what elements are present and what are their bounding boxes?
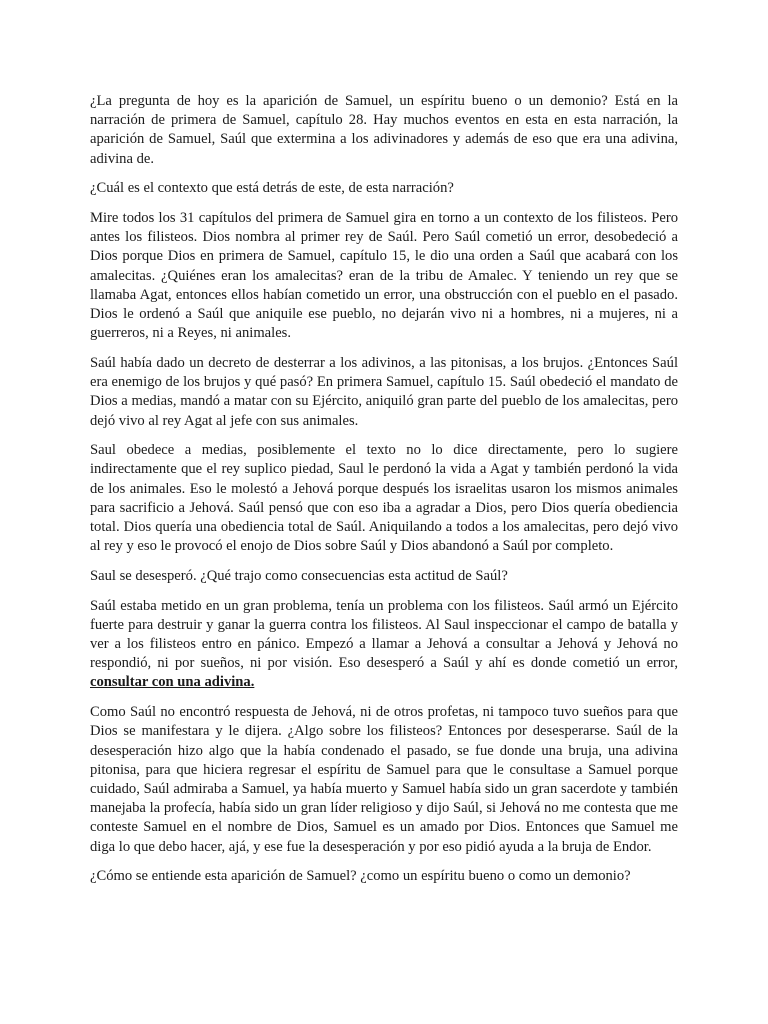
paragraph-4: Saúl había dado un decreto de desterrar a los adivinos, a las pitonisas, a los brujos. ¿Entonces Saúl era enemigo de los brujos y qué pasó? En primera Samuel, capítulo 15. Saúl obedeció el mandato de Dios a medias, mandó a matar con su Ejército, aniquiló gran parte del pueblo de los amalecitas, pero dejó vivo al rey Agat al jefe con sus animales. — [90, 354, 678, 429]
document-page — [90, 92, 678, 897]
paragraph-2: ¿Cuál es el contexto que está detrás de este, de esta narración? — [90, 180, 454, 197]
paragraph-8: Como Saúl no encontró respuesta de Jehová, ni de otros profetas, ni tampoco tuvo sueños para que Dios se manifestara y le dijera. ¿Algo sobre los filisteos? Entonces por desesperarse. Saúl de la desesperación hizo algo que la había condenado el pasado, se fue donde una bruja, una adivina pitonisa, para que hiciera regresar el espíritu de Samuel para que le consultase a Samuel porque cuidado, Saúl admiraba a Samuel, ya había muerto y Samuel había sido un gran sacerdote y también manejaba la profecía, había sido un gran líder religioso y dijo Saúl, si Jehová no me contesta que me conteste Samuel en el nombre de Dios, Samuel es un amado por Dios. Entonces que Samuel me diga lo que debo hacer, ajá, y ese fue la desesperación y por eso pidió ayuda a la bruja de Endor. — [90, 704, 678, 855]
paragraph-9: ¿Cómo se entiende esta aparición de Samuel? ¿como un espíritu bueno o como un demonio? — [90, 868, 631, 885]
paragraph-7-text: Saúl estaba metido en un gran problema, tenía un problema con los filisteos. Saúl armó un Ejército fuerte para destruir y ganar la guerra contra los filisteos. Al Saul inspeccionar el campo de batalla y ver a los filisteos entro en pánico. Empezó a llamar a Jehová a consultar a Jehová y Jehová no respondió, ni por sueños, ni por visión. Eso desesperó a Saúl y ahí es donde cometió un error, — [90, 597, 678, 672]
paragraph-7 — [90, 597, 678, 693]
paragraph-3: Mire todos los 31 capítulos del primera de Samuel gira en torno a un contexto de los filisteos. Pero antes los filisteos. Dios nombra al primer rey de Saúl. Pero Saúl cometió un error, desobedeció a Dios porque Dios en primera de Samuel, capítulo 15, le dio una orden a Saúl que acabará con los amalecitas. ¿Quiénes eran los amalecitas? eran de la tribu de Amalec. Y teniendo un rey que se llamaba Agat, entonces ellos habían cometido un error, una obstrucción con el pueblo en el pasado. Dios le ordenó a Saúl que aniquile ese pueblo, no dejarán vivo ni a hombres, ni a mujeres, ni a guerreros, ni a Reyes, ni animales. — [90, 210, 678, 342]
emphasized-phrase: consultar con una adivina. — [90, 674, 255, 691]
paragraph-1: ¿La pregunta de hoy es la aparición de Samuel, un espíritu bueno o un demonio? Está en la narración de primera de Samuel, capítulo 28. Hay muchos eventos en esta en esta narración, la aparición de Samuel, Saúl que extermina a los adivinadores y además de eso que era una adivina, adivina de. — [90, 93, 678, 167]
paragraph-5: Saul obedece a medias, posiblemente el texto no lo dice directamente, pero lo sugiere indirectamente que el rey suplico piedad, Saul le perdonó la vida a Agat y también perdonó la vida de los animales. Eso le molestó a Jehová porque después los israelitas usaron los mismos animales para sacrificio a Jehová. Saúl pensó que con eso iba a agradar a Dios, pero Dios quería obediencia total. Dios quería una obediencia total de Saúl. Aniquilando a todos a los amalecitas, pero dejó vivo al rey y eso le provocó el enojo de Dios sobre Saúl y Dios abandonó a Saúl por completo. — [90, 442, 678, 555]
paragraph-6: Saul se desesperó. ¿Qué trajo como consecuencias esta actitud de Saúl? — [90, 567, 508, 584]
